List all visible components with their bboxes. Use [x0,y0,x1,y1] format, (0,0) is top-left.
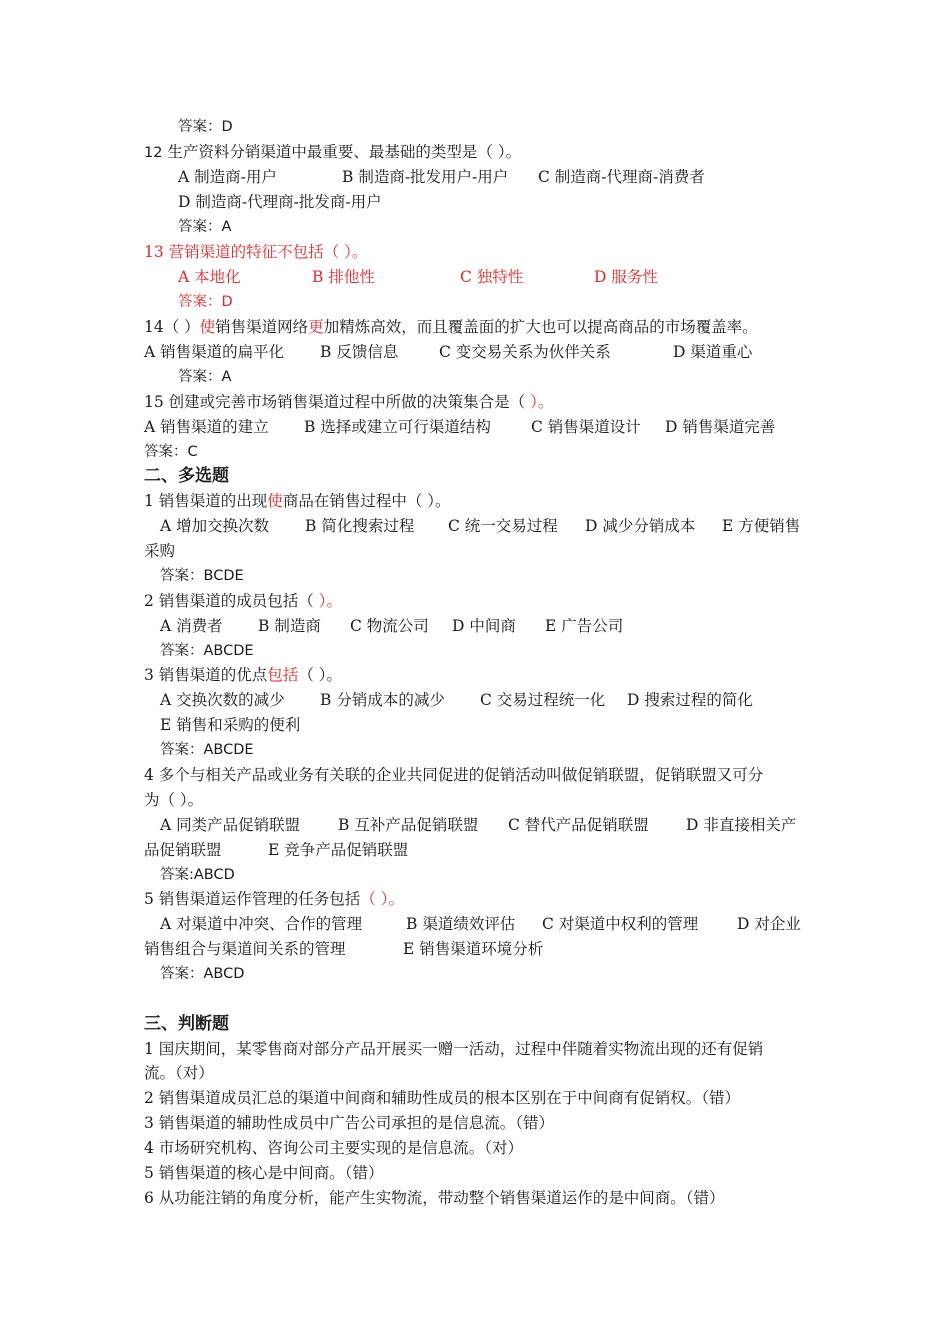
q12-option-c: C 制造商-代理商-消费者 [538,168,705,186]
mq2-option-c: C 物流公司 [350,617,429,635]
q14-option-b: B 反馈信息 [320,343,399,361]
mq3-option-c: C 交易过程统一化 [480,691,606,709]
tf-q5: 5 销售渠道的核心是中间商。（错） [144,1164,384,1182]
q12-option-b: B 制造商-批发用户-用户 [342,168,509,186]
mq5-answer: 答案：ABCD [160,966,245,982]
mq4-option-d: D 非直接相关产 [686,816,797,834]
mq4-stem-line1: 4 多个与相关产品或业务有关联的企业共同促进的促销活动叫做促销联盟，促销联盟又可分 [144,766,764,784]
q15-stem: 15 创建或完善市场销售渠道过程中所做的决策集合是（ ）。 [144,393,554,411]
tf-q1-line2: 流。（对） [144,1064,214,1082]
q15-answer: 答案：C [144,444,198,460]
mq5-stem: 5 销售渠道运作管理的任务包括（ ）。 [144,890,404,908]
mq2-option-a: A 消费者 [160,617,223,635]
q12-stem: 12 生产资料分销渠道中最重要、最基础的类型是（ ）。 [144,143,522,161]
q15-option-b: B 选择或建立可行渠道结构 [304,418,491,436]
mq1-option-b: B 简化搜索过程 [305,517,415,535]
q13-option-a: A 本地化 [178,268,241,286]
mq1-stem: 1 销售渠道的出现使商品在销售过程中（ ）。 [144,492,451,510]
tf-q3: 3 销售渠道的辅助性成员中广告公司承担的是信息流。（错） [144,1114,555,1132]
q14-option-a: A 销售渠道的扁平化 [144,343,285,361]
mq3-answer: 答案：ABCDE [160,742,254,758]
mq1-answer: 答案：BCDE [160,568,244,584]
q14-option-d: D 渠道重心 [673,343,753,361]
tf-q4: 4 市场研究机构、咨询公司主要实现的是信息流。（对） [144,1139,524,1157]
mq3-option-b: B 分销成本的减少 [320,691,445,709]
q13-answer: 答案：D [178,294,233,310]
mq5-option-d: D 对企业 [737,915,801,933]
mq4-option-b: B 互补产品促销联盟 [338,816,479,834]
q15-option-c: C 销售渠道设计 [531,418,641,436]
mq4-option-a: A 同类产品促销联盟 [160,816,301,834]
q15-option-a: A 销售渠道的建立 [144,418,269,436]
q13-option-d: D 服务性 [594,268,658,286]
q13-option-c: C 独特性 [460,268,524,286]
mq2-stem: 2 销售渠道的成员包括（ ）。 [144,592,342,610]
mq3-option-e: E 销售和采购的便利 [160,716,301,734]
mq4-stem-line2: 为（ ）。 [144,791,204,809]
q15-option-d: D 销售渠道完善 [665,418,776,436]
mq2-answer: 答案：ABCDE [160,643,254,659]
mq1-wrap: 采购 [144,542,176,560]
mq5-option-b: B 渠道绩效评估 [406,915,516,933]
q14-stem: 14（ ）使销售渠道网络更加精炼高效，而且覆盖面的扩大也可以提高商品的市场覆盖率。 [144,318,758,336]
tf-q2: 2 销售渠道成员汇总的渠道中间商和辅助性成员的根本区别在于中间商有促销权。（错） [144,1089,741,1107]
mq5-option-a: A 对渠道中冲突、合作的管理 [160,915,363,933]
tf-q6: 6 从功能注销的角度分析，能产生实物流，带动整个销售渠道运作的是中间商。（错） [144,1189,725,1207]
mq4-answer: 答案:ABCD [160,867,235,883]
mq2-option-b: B 制造商 [258,617,321,635]
mq2-option-d: D 中间商 [452,617,516,635]
q12-answer: 答案：A [178,219,232,235]
mq1-option-a: A 增加交换次数 [160,517,270,535]
q13-option-b: B 排他性 [312,268,375,286]
section-heading-true-false: 三、判断题 [144,1014,229,1034]
q14-answer: 答案：A [178,369,232,385]
mq5-option-e: E 销售渠道环境分析 [403,940,544,958]
tf-q1-line1: 1 国庆期间，某零售商对部分产品开展买一赠一活动，过程中伴随着实物流出现的还有促销 [144,1040,764,1058]
mq3-stem: 3 销售渠道的优点包括（ ）。 [144,666,342,684]
q14-option-c: C 变交易关系为伙伴关系 [439,343,611,361]
mq4-wrap: 品促销联盟 [144,841,222,859]
mq1-option-c: C 统一交易过程 [448,517,558,535]
mq2-option-e: E 广告公司 [545,617,624,635]
q11-answer: 答案：D [178,119,233,135]
mq4-option-e: E 竞争产品促销联盟 [268,841,409,859]
mq3-option-d: D 搜索过程的简化 [627,691,753,709]
mq3-option-a: A 交换次数的减少 [160,691,285,709]
mq4-option-c: C 替代产品促销联盟 [508,816,649,834]
q12-option-d: D 制造商-代理商-批发商-用户 [178,193,382,211]
mq5-option-c: C 对渠道中权利的管理 [542,915,699,933]
q12-option-a: A 制造商-用户 [178,168,277,186]
section-heading-multi-choice: 二、多选题 [144,466,229,486]
mq5-wrap: 销售组合与渠道间关系的管理 [144,940,346,958]
mq1-option-e: E 方便销售 [722,517,801,535]
mq1-option-d: D 减少分销成本 [585,517,696,535]
q13-stem: 13 营销渠道的特征不包括（ ）。 [144,243,368,261]
